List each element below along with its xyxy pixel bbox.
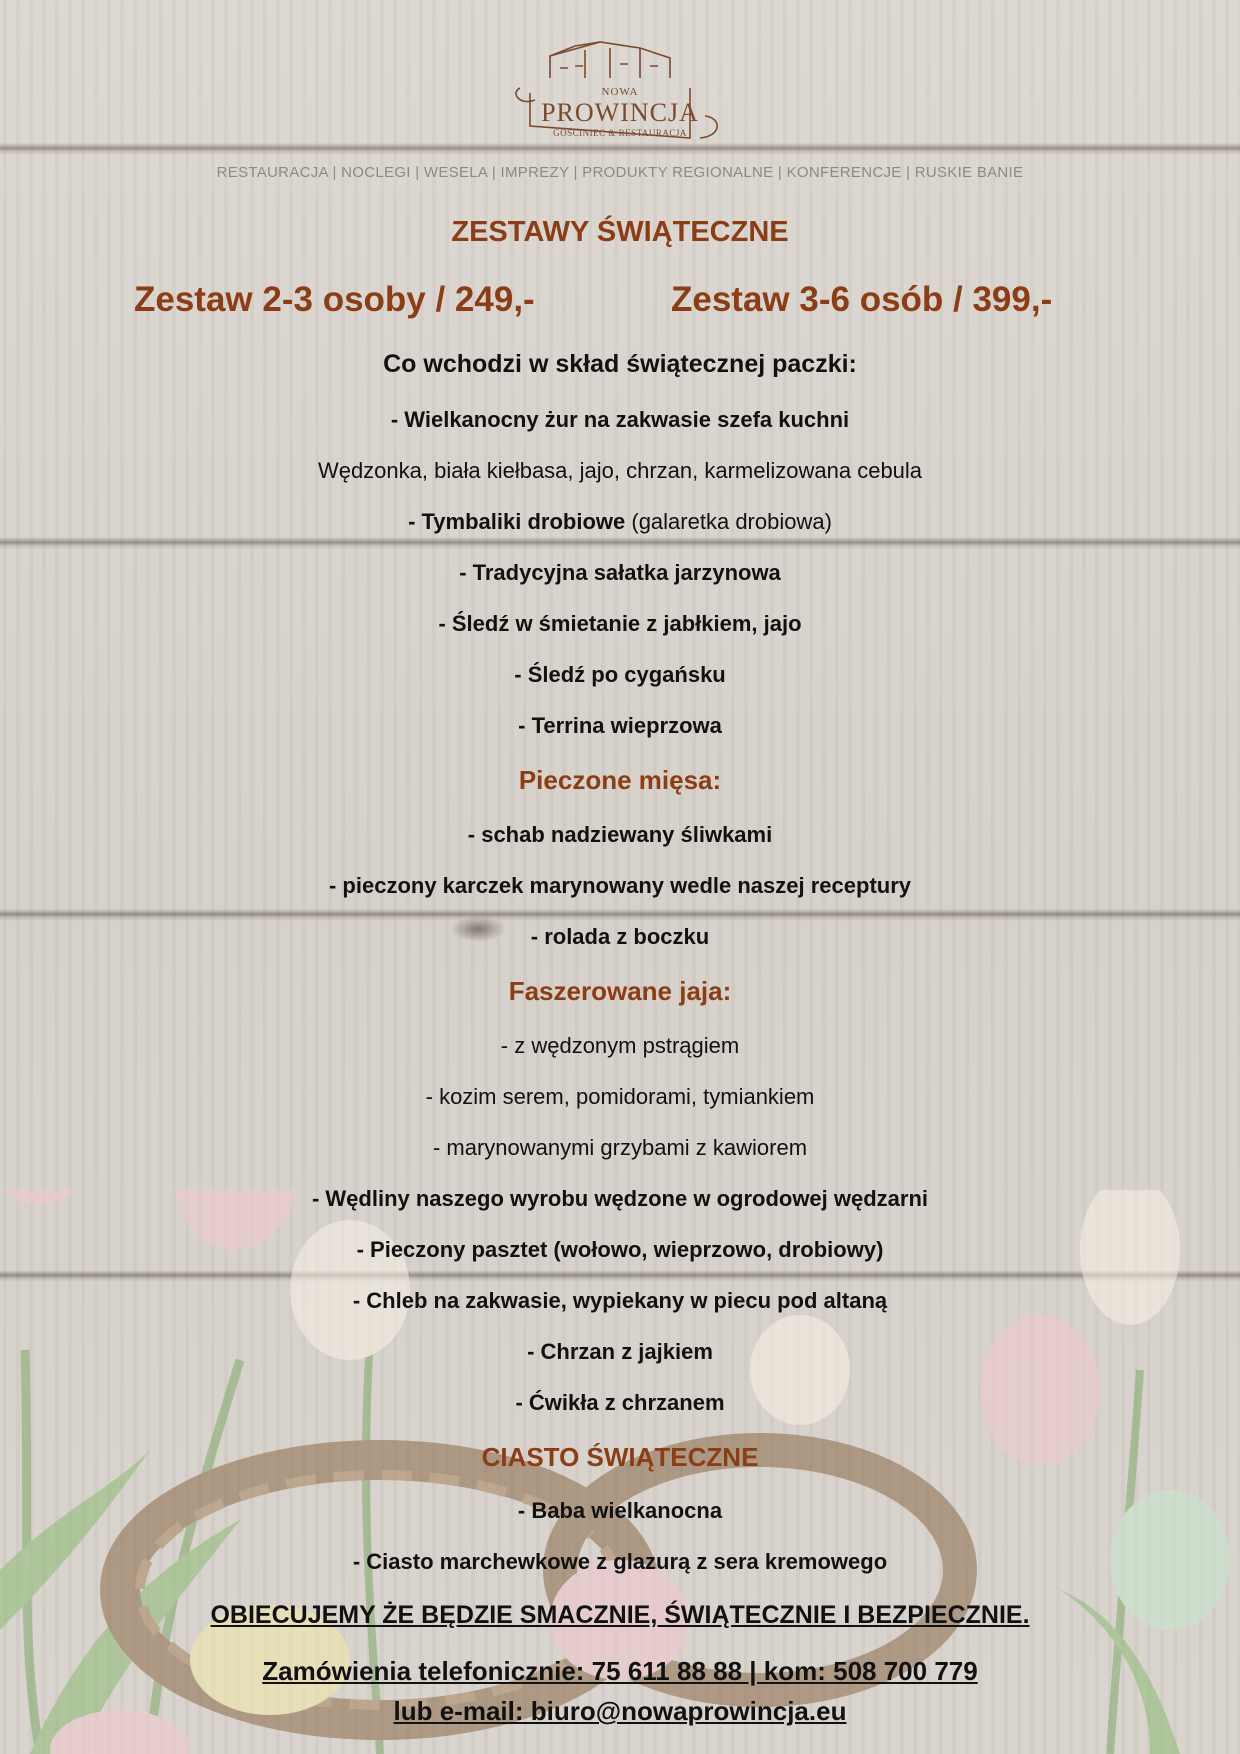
promise-banner: OBIECUJEMY ŻE BĘDZIE SMACZNIE, ŚWIĄTECZNIE I BEZPIECZNIE. <box>210 1601 1030 1629</box>
menu-item <box>0 509 1240 535</box>
contact-phone[interactable]: Zamówienia telefonicznie: 75 611 88 88 | kom: 508 700 779 <box>262 1656 978 1686</box>
menu-item: - Ćwikła z chrzanem <box>515 1390 725 1415</box>
cake-heading: CIASTO ŚWIĄTECZNE <box>481 1442 759 1472</box>
price-large-set: Zestaw 3-6 osób / 399,- <box>671 280 1053 319</box>
menu-item: - Wielkanocny żur na zakwasie szefa kuchni <box>390 407 850 432</box>
menu-item: - Śledź po cygańsku <box>514 662 726 687</box>
menu-item: - Chrzan z jajkiem <box>527 1339 713 1364</box>
logo <box>490 28 750 158</box>
menu-item: - Śledź w śmietanie z jabłkiem, jajo <box>438 611 802 636</box>
menu-item: - Terrina wieprzowa <box>518 713 722 738</box>
menu-item: - Pieczony pasztet (wołowo, wieprzowo, drobiowy) <box>356 1237 884 1262</box>
contact-email-link[interactable]: lub e-mail: biuro@nowaprowincja.eu <box>393 1696 847 1726</box>
logo-subtitle: GOŚCINIEC & RESTAURACJA <box>553 128 687 138</box>
menu-item: - Chleb na zakwasie, wypiekany w piecu pod altaną <box>352 1288 888 1313</box>
contents-heading: Co wchodzi w skład świątecznej paczki: <box>383 350 857 378</box>
menu-item: Wędzonka, biała kiełbasa, jajo, chrzan, karmelizowana cebula <box>317 458 923 483</box>
roasts-heading: Pieczone mięsa: <box>518 765 722 795</box>
services-bar: RESTAURACJA | NOCLEGI | WESELA | IMPREZY | PRODUKTY REGIONALNE | KONFERENCJE | RUSKIE BANIE <box>216 164 1024 181</box>
logo-nowa: NOWA <box>601 86 639 98</box>
roast-item: - pieczony karczek marynowany wedle naszej receptury <box>328 873 912 898</box>
menu-item: - Tradycyjna sałatka jarzynowa <box>459 560 781 585</box>
cake-item: - Baba wielkanocna <box>517 1498 723 1523</box>
cake-item: - Ciasto marchewkowe z glazurą z sera kremowego <box>352 1549 888 1574</box>
menu-item-note: (galaretka drobiowa) <box>631 509 832 534</box>
roast-item: - rolada z boczku <box>530 924 710 949</box>
egg-item: - z wędzonym pstrągiem <box>500 1033 740 1058</box>
egg-item: - marynowanymi grzybami z kawiorem <box>432 1135 808 1160</box>
menu-item-name: - Tymbaliki drobiowe <box>408 509 626 534</box>
logo-name: PROWINCJA <box>541 98 699 127</box>
plank-seam <box>0 537 1240 549</box>
plank-seam <box>0 909 1240 921</box>
price-small-set: Zestaw 2-3 osoby / 249,- <box>134 280 535 319</box>
roast-item: - schab nadziewany śliwkami <box>467 822 773 847</box>
egg-item: - kozim serem, pomidorami, tymiankiem <box>425 1084 815 1109</box>
menu-item: - Wędliny naszego wyrobu wędzone w ogrodowej wędzarni <box>311 1186 929 1211</box>
eggs-heading: Faszerowane jaja: <box>508 976 732 1006</box>
page-title: ZESTAWY ŚWIĄTECZNE <box>451 216 789 248</box>
